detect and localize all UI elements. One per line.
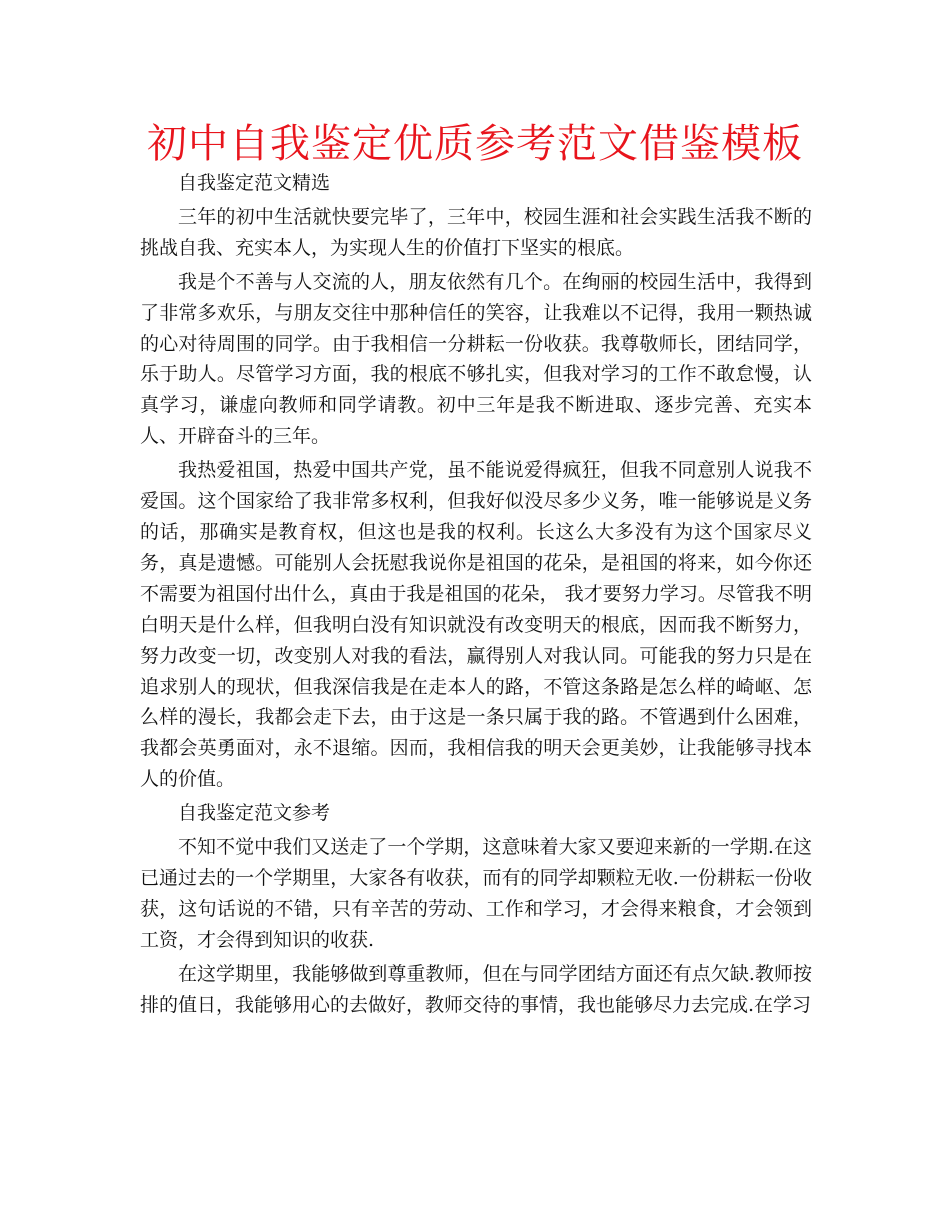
paragraph: 三年的初中生活就快要完毕了，三年中，校园生涯和社会实践生活我不断的挑战自我、充实本人，为实现人生的价值打下坚实的根底。	[140, 205, 812, 259]
document-title: 初中自我鉴定优质参考范文借鉴模板	[147, 121, 803, 167]
section-heading-reference: 自我鉴定范文参考	[178, 802, 331, 825]
paragraph: 我热爱祖国，热爱中国共产党，虽不能说爱得疯狂，但我不同意别人说我不爱国。这个国家给了我非常多权利，但我好似没尽多少义务，唯一能够说是义务的话，那确实是教育权，但这也是我的权利。长这么大多没有为这个国家尽义务，真是遗憾。可能别人会抚慰我说你是祖国的花朵，是祖国的将来，如今你还不需要为祖国付出什么，真由于我是祖国的花朵， 我才要努力学习。尽管我不明白明天是什么样，但我明白没有知识就没有改变明天的根底，因而我不断努力，努力改变一切，改变别人对我的看法，赢得别人对我认同。可能我的努力只是在追求别人的现状，但我深信我是在走本人的路，不管这条路是怎么样的崎岖、怎么样的漫长，我都会走下去，由于这是一条只属于我的路。不管遇到什么困难，我都会英勇面对，永不退缩。因而，我相信我的明天会更美妙，让我能够寻找本人的价值。	[140, 459, 812, 791]
section-heading-selected: 自我鉴定范文精选	[178, 172, 331, 194]
document-body	[140, 168, 812, 1020]
paragraph: 不知不觉中我们又送走了一个学期，这意味着大家又要迎来新的一学期.在这已通过去的一个学期里，大家各有收获，而有的同学却颗粒无收.一份耕耘一份收获，这句话说的不错，只有辛苦的劳动、工作和学习，才会得来粮食，才会领到工资，才会得到知识的收获.	[140, 836, 812, 951]
paragraph: 我是个不善与人交流的人，朋友依然有几个。在绚丽的校园生活中，我得到了非常多欢乐，与朋友交往中那种信任的笑容，让我难以不记得，我用一颗热诚的心对待周围的同学。由于我相信一分耕耘一份收获。我尊敬师长，团结同学，乐于助人。尽管学习方面，我的根底不够扎实，但我对学习的工作不敢怠慢，认真学习，谦虚向教师和同学请教。初中三年是我不断进取、逐步完善、充实本人、开辟奋斗的三年。	[140, 270, 812, 448]
paragraph: 在这学期里，我能够做到尊重教师，但在与同学团结方面还有点欠缺.教师按排的值日，我能够用心的去做好，教师交待的事情，我也能够尽力去完成.在学习	[140, 962, 812, 1016]
